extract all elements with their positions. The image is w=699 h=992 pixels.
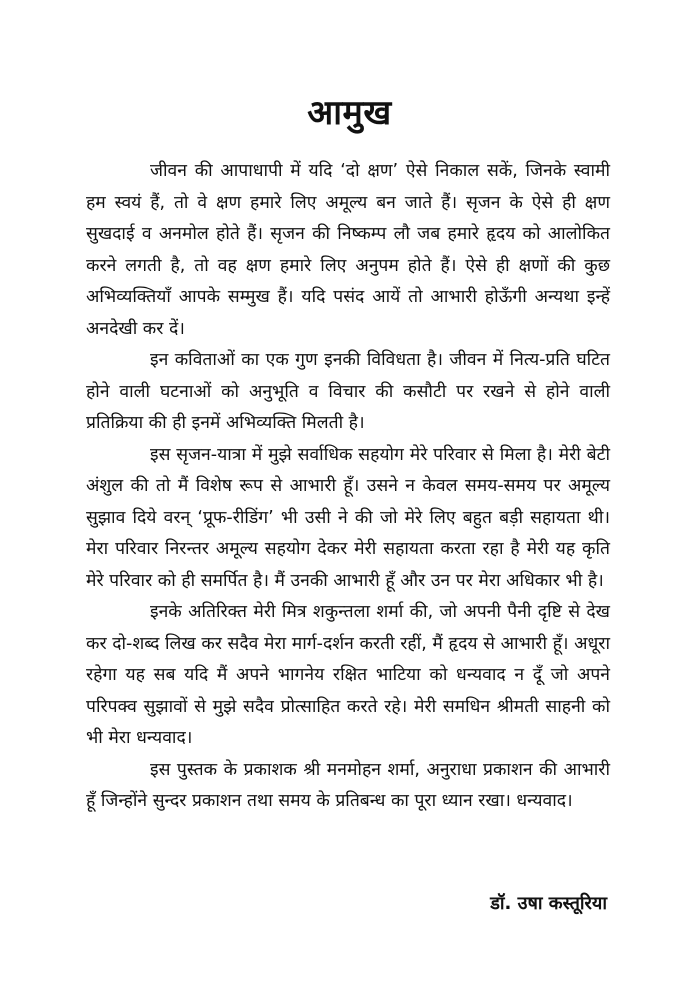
paragraph: इन कविताओं का एक गुण इनकी विविधता है। जीवन में नित्य-प्रति घटित होने वाली घटनाओं को अनुभूति व विचार की कसौटी पर रखने से होने वाली प्रतिक्रिया की ही इनमें अभिव्यक्ति मिलती है। xyxy=(86,350,610,433)
author-signature: डॉ. उषा कस्तूरिया xyxy=(490,893,607,914)
paragraph: जीवन की आपाधापी में यदि ‘दो क्षण’ ऐसे निकाल सकें, जिनके स्वामी हम स्वयं हैं, तो वे क्षण हमारे लिए अमूल्य बन जाते हैं। सृजन के ऐसे ही क्षण सुखदाई व अनमोल होते हैं। सृजन की निष्कम्प लौ जब हमारे हृदय को आलोकित करने लगती है, तो वह क्षण हमारे लिए अनुपम होते हैं। ऐसे ही क्षणों की कुछ अभिव्यक्तियाँ आपके सम्मुख हैं। यदि पसंद आयें तो आभारी होऊँगी अन्यथा इन्हें अनदेखी कर दें। xyxy=(86,161,610,339)
paragraph: इस सृजन-यात्रा में मुझे सर्वाधिक सहयोग मेरे परिवार से मिला है। मेरी बेटी अंशुल की तो मैं विशेष रूप से आभारी हूँ। उसने न केवल समय-समय पर अमूल्य सुझाव दिये वरन् ‘प्रूफ-रीडिंग’ भी उसी ने की जो मेरे लिए बहुत बड़ी सहायता थी। मेरा परिवार निरन्तर अमूल्य सहयोग देकर मेरी सहायता करता रहा है मेरी यह कृति मेरे परिवार को ही समर्पित है। मैं उनकी आभारी हूँ और उन पर मेरा अधिकार भी है। xyxy=(86,444,610,591)
page-title: आमुख xyxy=(307,93,392,133)
paragraph: इस पुस्तक के प्रकाशक श्री मनमोहन शर्मा, अनुराधा प्रकाशन की आभारी हूँ जिन्होंने सुन्दर प्रकाशन तथा समय के प्रतिबन्ध का पूरा ध्यान रखा। धन्यवाद। xyxy=(86,759,610,811)
preface-body xyxy=(86,156,610,818)
paragraph: इनके अतिरिक्त मेरी मित्र शकुन्तला शर्मा की, जो अपनी पैनी दृष्टि से देख कर दो-शब्द लिख कर सदैव मेरा मार्ग-दर्शन करती रहीं, मैं हृदय से आभारी हूँ। अधूरा रहेगा यह सब यदि मैं अपने भागनेय रक्षित भाटिया को धन्यवाद न दूँ जो अपने परिपक्व सुझावों से मुझे सदैव प्रोत्साहित करते रहे। मेरी समधिन श्रीमती साहनी को भी मेरा धन्यवाद। xyxy=(86,602,610,748)
